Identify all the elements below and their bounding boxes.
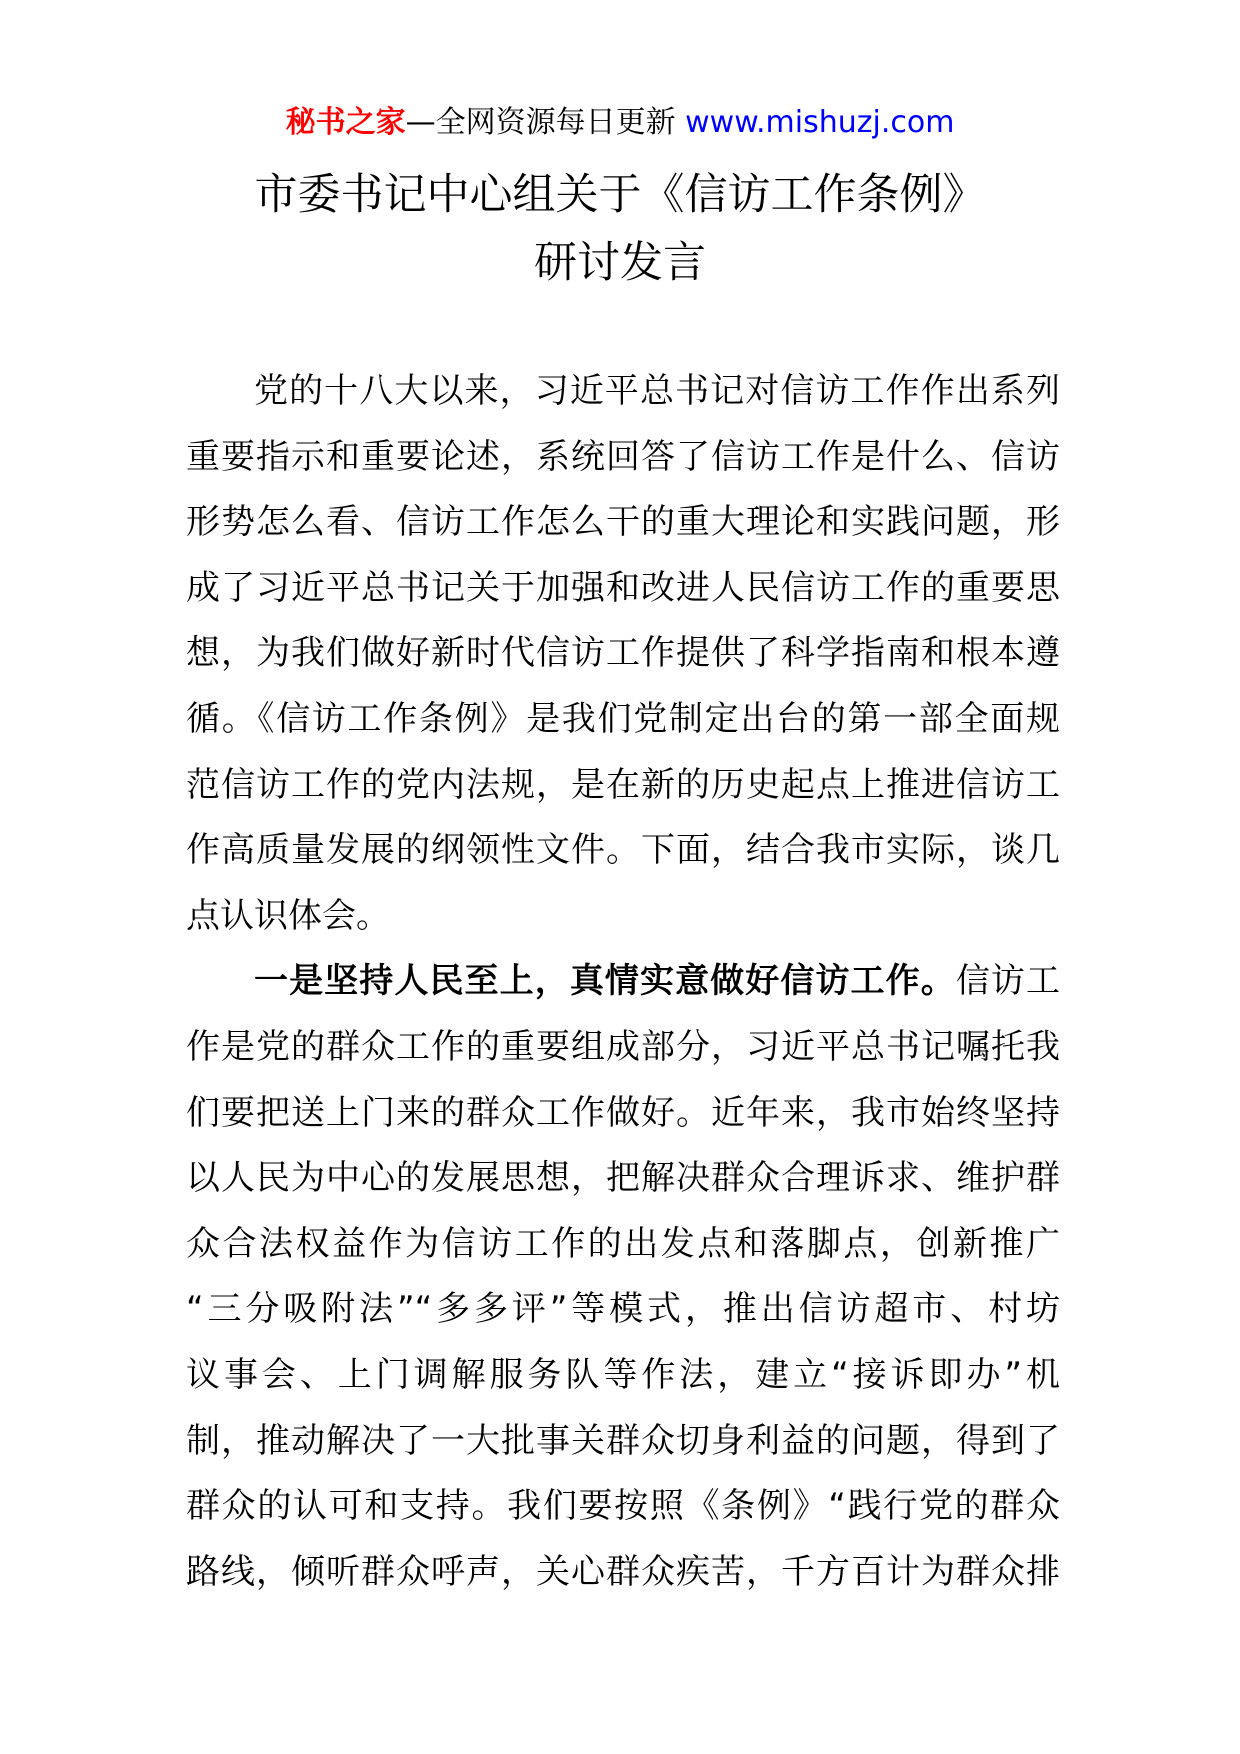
site-url-link[interactable]: www.mishuzj.com xyxy=(685,105,955,140)
paragraph-1-line: 范信访工作的党内法规，是在新的历史起点上推进信访工 xyxy=(186,764,1060,805)
paragraph-2-line: 以人民为中心的发展思想，把解决群众合理诉求、维护群 xyxy=(186,1158,1060,1199)
paragraph-2-line: “三分吸附法”“多多评”等模式，推出信访超市、村坊 xyxy=(186,1289,1060,1330)
paragraph-2-line: 议事会、上门调解服务队等作法，建立“接诉即办”机 xyxy=(186,1354,1060,1395)
document-title-line-2: 研讨发言 xyxy=(534,238,706,288)
brand-name: 秘书之家 xyxy=(285,105,406,140)
paragraph-1-line: 循。《信访工作条例》是我们党制定出台的第一部全面规 xyxy=(186,698,1060,739)
paragraph-2-line: 作是党的群众工作的重要组成部分，习近平总书记嘱托我 xyxy=(186,1026,1060,1067)
paragraph-2-first-rest: 信访工 xyxy=(955,961,1061,1002)
paragraph-2-line: 们要把送上门来的群众工作做好。近年来，我市始终坚持 xyxy=(186,1092,1060,1133)
paragraph-2-line: 路线，倾听群众呼声，关心群众疾苦，千方百计为群众排 xyxy=(186,1551,1060,1592)
paragraph-1-line: 形势怎么看、信访工作怎么干的重大理论和实践问题，形 xyxy=(186,502,1060,543)
paragraph-1-line: 作高质量发展的纲领性文件。下面，结合我市实际，谈几 xyxy=(186,830,1060,871)
paragraph-2-first-line xyxy=(186,949,1060,1015)
paragraph-2-line: 群众的认可和支持。我们要按照《条例》“践行党的群众 xyxy=(186,1486,1060,1527)
document-title-line-1: 市委书记中心组关于《信访工作条例》 xyxy=(254,170,986,220)
site-header xyxy=(0,100,1240,146)
paragraph-2-line: 众合法权益作为信访工作的出发点和落脚点，创新推广 xyxy=(186,1223,1060,1264)
paragraph-1-line: 想，为我们做好新时代信访工作提供了科学指南和根本遵 xyxy=(186,633,1060,674)
paragraph-1-line: 重要指示和重要论述，系统回答了信访工作是什么、信访 xyxy=(186,436,1060,477)
header-tagline: —全网资源每日更新 xyxy=(405,105,686,140)
paragraph-2-line: 制，推动解决了一大批事关群众切身利益的问题，得到了 xyxy=(186,1420,1060,1461)
document-body xyxy=(186,359,1060,1605)
paragraph-1-line: 点认识体会。 xyxy=(186,895,390,936)
paragraph-2-lead: 一是坚持人民至上，真情实意做好信访工作。 xyxy=(254,961,956,1002)
paragraph-1-line: 党的十八大以来，习近平总书记对信访工作作出系列 xyxy=(254,371,1060,411)
paragraph-1-line: 成了习近平总书记关于加强和改进人民信访工作的重要思 xyxy=(186,567,1060,608)
